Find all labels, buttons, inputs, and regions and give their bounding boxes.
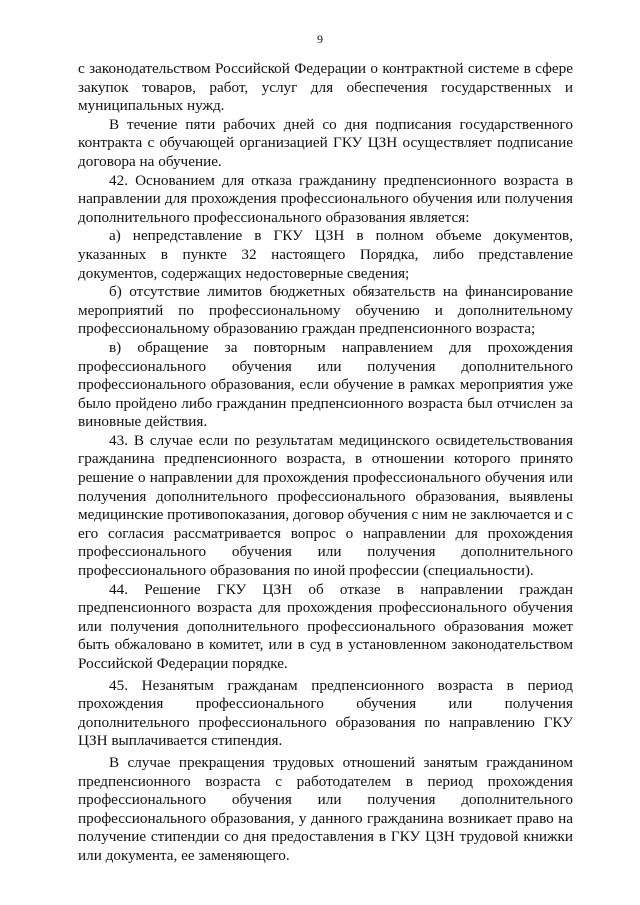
paragraph-44-appeal: 44. Решение ГКУ ЦЗН об отказе в направлении граждан предпенсионного возраста для прохождения профессионального обучения или получения дополнительного профессионального образования может быть обжаловано в комитет, или в суд в установленном законодательством Российской Федерации порядке.: [78, 580, 573, 672]
paragraph-contract-signing: В течение пяти рабочих дней со дня подписания государственного контракта с обучающей организацией ГКУ ЦЗН осуществляет подписание договора на обучение.: [78, 115, 573, 170]
paragraph-45-stipend: 45. Незанятым гражданам предпенсионного возраста в период прохождения профессионального обучения или получения дополнительного профессионального образования по направлению ГКУ ЦЗН выплачивается стипендия.: [78, 676, 573, 750]
paragraph-42-item-b: б) отсутствие лимитов бюджетных обязательств на финансирование мероприятий по профессиональному обучению и дополнительному профессиональному образованию граждан предпенсионного возраста;: [78, 283, 573, 338]
page-number: 9: [317, 32, 323, 46]
paragraph-43-medical: 43. В случае если по результатам медицинского освидетельствования гражданина предпенсионного возраста, в отношении которого принято решение о направлении для прохождения профессионального обучения или получения дополнительного профессионального образования, выявлены медицинские противопоказания, договор обучения с ним не заключается и с его согласия рассматривается вопрос о направлении для прохождения профессионального обучения или получения дополнительного профессионального образования по иной профессии (специальности).: [78, 431, 573, 580]
paragraph-42-item-a: а) непредставление в ГКУ ЦЗН в полном объеме документов, указанных в пункте 32 настоящего Порядка, либо представление документов, содержащих недостоверные сведения;: [78, 227, 573, 282]
document-body: [78, 60, 573, 866]
paragraph-contract-continuation: с законодательством Российской Федерации о контрактной системе в сфере закупок товаров, работ, услуг для обеспечения государственных и муниципальных нужд.: [78, 60, 573, 115]
paragraph-42-item-v: в) обращение за повторным направлением для прохождения профессионального обучения или получения дополнительного профессионального образования, если обучение в рамках мероприятия уже было пройдено либо гражданин предпенсионного возраста был отчислен за виновные действия.: [78, 338, 573, 431]
paragraph-45-employment-termination: В случае прекращения трудовых отношений занятым гражданином предпенсионного возраста с работодателем в период прохождения профессионального обучения или получения дополнительного профессионального образования, у данного гражданина возникает право на получение стипендии со дня предоставления в ГКУ ЦЗН трудовой книжки или документа, ее заменяющего.: [78, 753, 573, 864]
paragraph-42-refusal-grounds: 42. Основанием для отказа гражданину предпенсионного возраста в направлении для прохождения профессионального обучения или получения дополнительного профессионального образования является:: [78, 171, 573, 226]
